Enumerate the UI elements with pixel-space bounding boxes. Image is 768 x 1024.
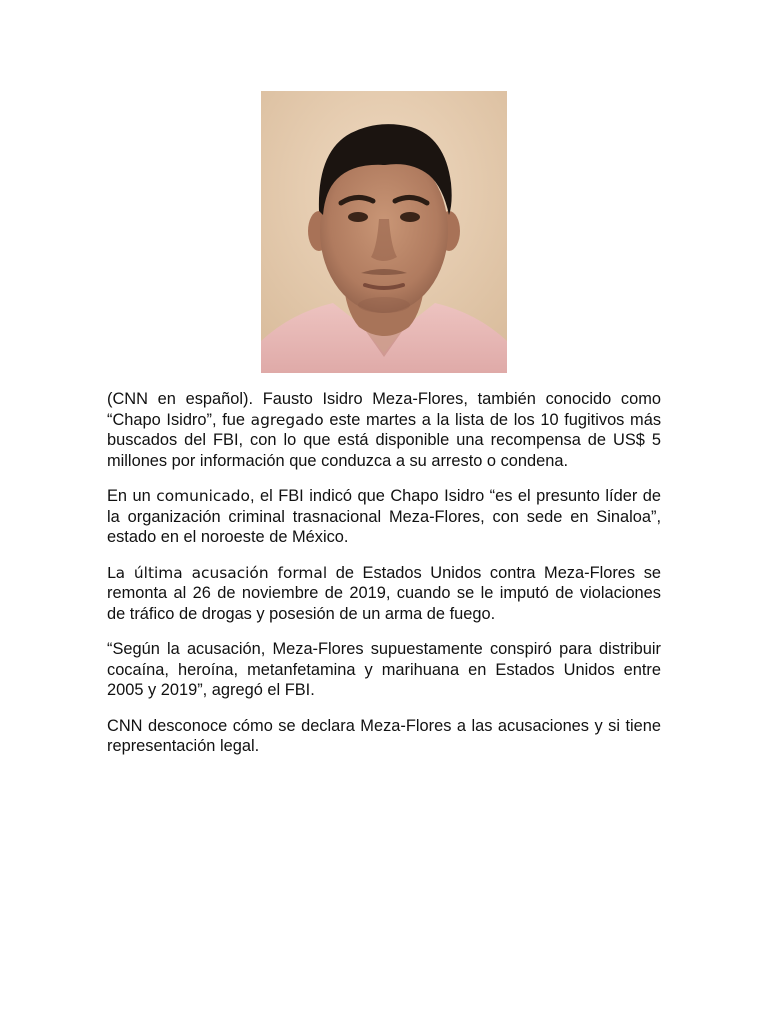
link-comunicado[interactable]: comunicado <box>156 487 250 505</box>
paragraph-closing: CNN desconoce cómo se declara Meza-Flores a las acusaciones y si tiene representación legal. <box>107 716 661 755</box>
paragraph-intro-text-start: (CNN en español). Fausto Isidro Meza-Flores, también conocido como “Chapo Isidro”, fue <box>107 390 661 429</box>
link-agregado[interactable]: agregado <box>250 410 324 429</box>
paragraph-comunicado <box>107 486 661 548</box>
paragraph-quote: “Según la acusación, Meza-Flores supuestamente conspiró para distribuir cocaína, heroína, metanfetamina y marihuana en Estados Unidos entre 2005 y 2019”, agregó el FBI. <box>107 640 661 699</box>
paragraph-comunicado-text-end: , el FBI indicó que Chapo Isidro “es el presunto líder de la organización criminal trasnacional Meza-Flores, con sede en Sinaloa”, estado en el noroeste de México. <box>107 487 661 546</box>
paragraph-acusacion <box>107 563 661 625</box>
portrait-photo <box>261 91 507 373</box>
paragraph-acusacion-text: de Estados Unidos contra Meza-Flores se remonta al 26 de noviembre de 2019, cuando se le imputó de violaciones de tráfico de drogas y posesión de un arma de fuego. <box>107 563 662 623</box>
paragraph-intro-text-end: este martes a la lista de los 10 fugitivos más buscados del FBI, con lo que está disponible una recompensa de US$ 5 millones por información que conduzca a su arresto o condena. <box>107 410 662 470</box>
portrait-image <box>261 91 507 373</box>
paragraph-comunicado-text-start: En un <box>107 487 157 505</box>
paragraph-intro <box>107 389 661 471</box>
link-ultima-acusacion-formal[interactable]: La última acusación formal <box>107 563 328 582</box>
article-body <box>107 389 661 772</box>
